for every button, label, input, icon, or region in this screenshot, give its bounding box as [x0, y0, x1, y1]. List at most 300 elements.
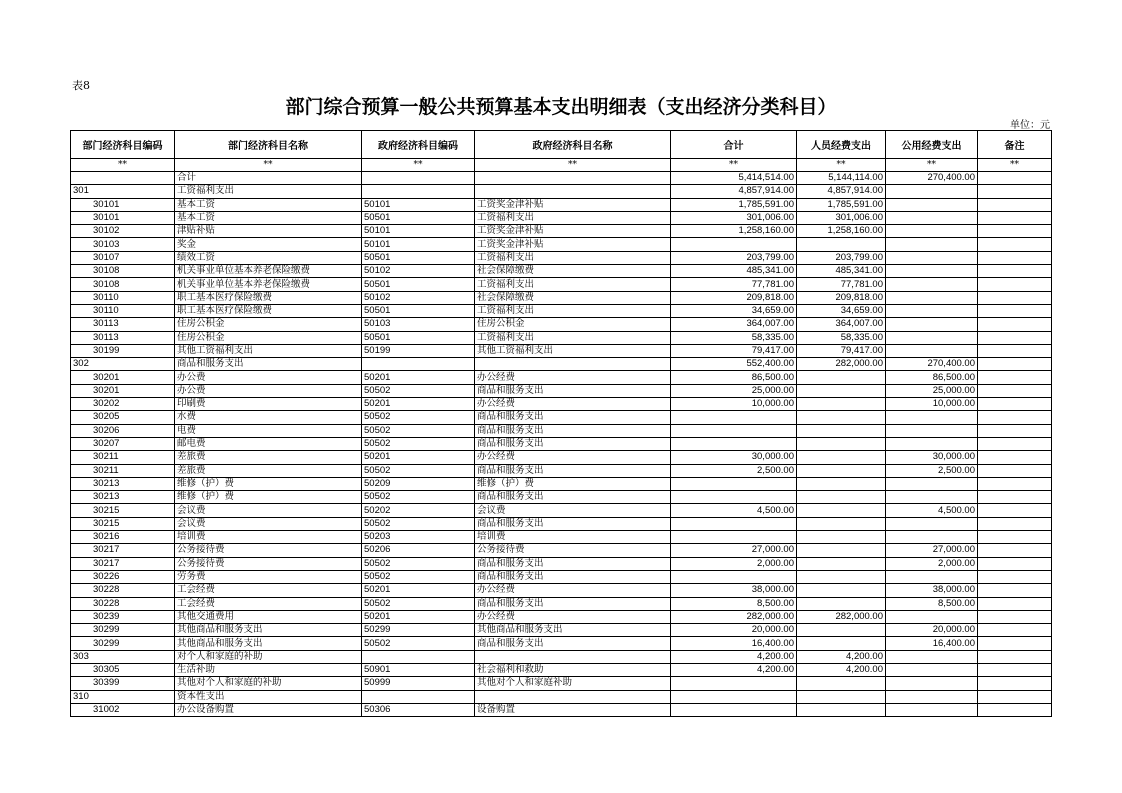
gov-code-cell: 50206 — [362, 544, 475, 557]
dept-name-cell: 绩效工资 — [175, 251, 362, 264]
table-row — [71, 172, 1052, 185]
dept-name-cell: 维修（护）费 — [175, 477, 362, 490]
gov-code-cell: 50199 — [362, 344, 475, 357]
total-cell — [671, 531, 797, 544]
dept-name-cell: 培训费 — [175, 531, 362, 544]
table-body — [71, 159, 1052, 717]
gov-name-cell: 商品和服务支出 — [475, 491, 671, 504]
total-cell: 10,000.00 — [671, 398, 797, 411]
table-row — [71, 291, 1052, 304]
public-cell — [886, 517, 978, 530]
dept-name-cell: 职工基本医疗保险缴费 — [175, 291, 362, 304]
remark-cell — [978, 610, 1052, 623]
table-row — [71, 531, 1052, 544]
table-row — [71, 358, 1052, 371]
total-cell: 203,799.00 — [671, 251, 797, 264]
dept-code-cell: 301 — [71, 185, 175, 198]
stars-cell: ** — [797, 159, 886, 172]
table-row — [71, 650, 1052, 663]
gov-code-cell: 50502 — [362, 557, 475, 570]
gov-code-cell: 50102 — [362, 265, 475, 278]
gov-name-cell — [475, 185, 671, 198]
total-cell — [671, 690, 797, 703]
dept-name-cell: 其他交通费用 — [175, 610, 362, 623]
total-cell — [671, 238, 797, 251]
gov-name-cell: 商品和服务支出 — [475, 437, 671, 450]
table-row — [71, 424, 1052, 437]
public-cell — [886, 185, 978, 198]
dept-code-cell: 30211 — [71, 464, 175, 477]
public-cell — [886, 331, 978, 344]
total-cell: 1,785,591.00 — [671, 198, 797, 211]
public-cell — [886, 424, 978, 437]
dept-name-cell: 印刷费 — [175, 398, 362, 411]
remark-cell — [978, 358, 1052, 371]
gov-code-cell: 50502 — [362, 424, 475, 437]
dept-code-cell: 30101 — [71, 198, 175, 211]
gov-name-cell: 办公经费 — [475, 451, 671, 464]
personnel-cell: 58,335.00 — [797, 331, 886, 344]
table-row — [71, 570, 1052, 583]
dept-code-cell — [71, 172, 175, 185]
public-cell: 25,000.00 — [886, 384, 978, 397]
public-cell: 270,400.00 — [886, 358, 978, 371]
total-cell: 552,400.00 — [671, 358, 797, 371]
table-row — [71, 517, 1052, 530]
dept-code-cell: 303 — [71, 650, 175, 663]
dept-name-cell: 工会经费 — [175, 584, 362, 597]
table-row — [71, 544, 1052, 557]
table-row — [71, 251, 1052, 264]
table-row — [71, 677, 1052, 690]
remark-cell — [978, 531, 1052, 544]
dept-code-cell: 30239 — [71, 610, 175, 623]
gov-name-cell: 工资福利支出 — [475, 251, 671, 264]
gov-code-cell: 50501 — [362, 331, 475, 344]
total-cell: 16,400.00 — [671, 637, 797, 650]
page-title: 部门综合预算一般公共预算基本支出明细表（支出经济分类科目） — [285, 96, 837, 118]
table-row — [71, 703, 1052, 716]
dept-name-cell: 生活补助 — [175, 663, 362, 676]
public-cell — [886, 318, 978, 331]
dept-code-cell: 30206 — [71, 424, 175, 437]
dept-code-cell: 30201 — [71, 371, 175, 384]
personnel-cell — [797, 437, 886, 450]
dept-code-cell: 30102 — [71, 225, 175, 238]
gov-code-cell: 50202 — [362, 504, 475, 517]
table-row — [71, 597, 1052, 610]
table-row — [71, 225, 1052, 238]
gov-name-cell: 商品和服务支出 — [475, 384, 671, 397]
personnel-cell — [797, 557, 886, 570]
dept-code-cell: 30228 — [71, 597, 175, 610]
personnel-cell: 77,781.00 — [797, 278, 886, 291]
total-cell: 38,000.00 — [671, 584, 797, 597]
public-cell — [886, 491, 978, 504]
stars-cell: ** — [886, 159, 978, 172]
total-cell: 79,417.00 — [671, 344, 797, 357]
header-total: 合计 — [671, 131, 797, 159]
total-cell — [671, 491, 797, 504]
dept-name-cell: 电费 — [175, 424, 362, 437]
table-row — [71, 491, 1052, 504]
gov-name-cell: 其他工资福利支出 — [475, 344, 671, 357]
dept-name-cell: 津贴补贴 — [175, 225, 362, 238]
gov-name-cell: 工资奖金津补贴 — [475, 225, 671, 238]
dept-code-cell: 30215 — [71, 504, 175, 517]
public-cell — [886, 531, 978, 544]
gov-name-cell: 商品和服务支出 — [475, 517, 671, 530]
table-row — [71, 331, 1052, 344]
personnel-cell — [797, 504, 886, 517]
dept-code-cell: 30211 — [71, 451, 175, 464]
personnel-cell: 203,799.00 — [797, 251, 886, 264]
gov-code-cell — [362, 185, 475, 198]
remark-cell — [978, 318, 1052, 331]
remark-cell — [978, 251, 1052, 264]
personnel-cell — [797, 531, 886, 544]
gov-name-cell: 工资福利支出 — [475, 211, 671, 224]
stars-cell: ** — [175, 159, 362, 172]
dept-code-cell: 30201 — [71, 384, 175, 397]
gov-name-cell: 工资奖金津补贴 — [475, 238, 671, 251]
public-cell: 4,500.00 — [886, 504, 978, 517]
gov-code-cell: 50502 — [362, 411, 475, 424]
remark-cell — [978, 451, 1052, 464]
personnel-cell: 4,200.00 — [797, 650, 886, 663]
gov-name-cell: 商品和服务支出 — [475, 424, 671, 437]
table-row — [71, 690, 1052, 703]
gov-code-cell: 50502 — [362, 517, 475, 530]
remark-cell — [978, 225, 1052, 238]
personnel-cell: 1,258,160.00 — [797, 225, 886, 238]
public-cell: 270,400.00 — [886, 172, 978, 185]
header-row — [71, 131, 1052, 159]
gov-code-cell: 50502 — [362, 384, 475, 397]
dept-name-cell: 奖金 — [175, 238, 362, 251]
public-cell — [886, 437, 978, 450]
dept-code-cell: 30113 — [71, 331, 175, 344]
stars-cell: ** — [71, 159, 175, 172]
gov-name-cell: 商品和服务支出 — [475, 637, 671, 650]
table-row — [71, 663, 1052, 676]
dept-name-cell: 维修（护）费 — [175, 491, 362, 504]
personnel-cell — [797, 384, 886, 397]
personnel-cell: 282,000.00 — [797, 358, 886, 371]
dept-code-cell: 30215 — [71, 517, 175, 530]
stars-cell: ** — [475, 159, 671, 172]
header-personnel: 人员经费支出 — [797, 131, 886, 159]
dept-name-cell: 住房公积金 — [175, 331, 362, 344]
table-row — [71, 198, 1052, 211]
dept-code-cell: 30216 — [71, 531, 175, 544]
dept-name-cell: 办公费 — [175, 384, 362, 397]
total-cell: 4,200.00 — [671, 663, 797, 676]
table-row — [71, 584, 1052, 597]
gov-name-cell: 培训费 — [475, 531, 671, 544]
personnel-cell: 364,007.00 — [797, 318, 886, 331]
gov-name-cell: 商品和服务支出 — [475, 557, 671, 570]
table-row — [71, 238, 1052, 251]
gov-name-cell: 工资福利支出 — [475, 331, 671, 344]
gov-code-cell: 50501 — [362, 278, 475, 291]
gov-name-cell: 会议费 — [475, 504, 671, 517]
dept-name-cell: 机关事业单位基本养老保险缴费 — [175, 278, 362, 291]
gov-name-cell: 办公经费 — [475, 610, 671, 623]
dept-code-cell: 30113 — [71, 318, 175, 331]
remark-cell — [978, 557, 1052, 570]
document-label: 表8 — [72, 79, 90, 92]
gov-name-cell: 其他商品和服务支出 — [475, 624, 671, 637]
table-row — [71, 504, 1052, 517]
public-cell: 38,000.00 — [886, 584, 978, 597]
dept-code-cell: 30108 — [71, 265, 175, 278]
gov-code-cell: 50103 — [362, 318, 475, 331]
dept-code-cell: 30199 — [71, 344, 175, 357]
total-cell: 27,000.00 — [671, 544, 797, 557]
gov-code-cell: 50306 — [362, 703, 475, 716]
header-gov-code: 政府经济科目编码 — [362, 131, 475, 159]
dept-code-cell: 30207 — [71, 437, 175, 450]
gov-code-cell: 50101 — [362, 225, 475, 238]
total-cell — [671, 677, 797, 690]
public-cell: 16,400.00 — [886, 637, 978, 650]
remark-cell — [978, 504, 1052, 517]
remark-cell — [978, 703, 1052, 716]
gov-name-cell — [475, 690, 671, 703]
remark-cell — [978, 211, 1052, 224]
header-gov-name: 政府经济科目名称 — [475, 131, 671, 159]
gov-name-cell: 住房公积金 — [475, 318, 671, 331]
remark-cell — [978, 677, 1052, 690]
dept-code-cell: 30110 — [71, 304, 175, 317]
header-remark: 备注 — [978, 131, 1052, 159]
dept-code-cell: 31002 — [71, 703, 175, 716]
dept-code-cell: 30299 — [71, 624, 175, 637]
remark-cell — [978, 304, 1052, 317]
public-cell — [886, 663, 978, 676]
remark-cell — [978, 584, 1052, 597]
gov-code-cell — [362, 358, 475, 371]
public-cell — [886, 610, 978, 623]
gov-name-cell: 社会保障缴费 — [475, 291, 671, 304]
public-cell — [886, 411, 978, 424]
gov-code-cell: 50502 — [362, 464, 475, 477]
dept-code-cell: 30299 — [71, 637, 175, 650]
table-row — [71, 464, 1052, 477]
remark-cell — [978, 570, 1052, 583]
gov-code-cell: 50299 — [362, 624, 475, 637]
remark-cell — [978, 172, 1052, 185]
dept-name-cell: 公务接待费 — [175, 557, 362, 570]
total-cell: 34,659.00 — [671, 304, 797, 317]
table-row — [71, 477, 1052, 490]
stars-cell: ** — [978, 159, 1052, 172]
personnel-cell — [797, 597, 886, 610]
table-row — [71, 624, 1052, 637]
table-row — [71, 318, 1052, 331]
total-cell: 2,000.00 — [671, 557, 797, 570]
dept-name-cell: 劳务费 — [175, 570, 362, 583]
remark-cell — [978, 265, 1052, 278]
remark-cell — [978, 238, 1052, 251]
personnel-cell — [797, 703, 886, 716]
personnel-cell: 1,785,591.00 — [797, 198, 886, 211]
dept-code-cell: 30217 — [71, 557, 175, 570]
total-cell — [671, 437, 797, 450]
dept-code-cell: 30399 — [71, 677, 175, 690]
personnel-cell — [797, 238, 886, 251]
dept-name-cell: 邮电费 — [175, 437, 362, 450]
gov-name-cell: 其他对个人和家庭补助 — [475, 677, 671, 690]
personnel-cell: 79,417.00 — [797, 344, 886, 357]
total-cell — [671, 703, 797, 716]
dept-code-cell: 30108 — [71, 278, 175, 291]
personnel-cell — [797, 464, 886, 477]
public-cell — [886, 225, 978, 238]
table-row — [71, 411, 1052, 424]
dept-name-cell: 基本工资 — [175, 211, 362, 224]
public-cell: 2,500.00 — [886, 464, 978, 477]
total-cell: 25,000.00 — [671, 384, 797, 397]
gov-name-cell: 维修（护）费 — [475, 477, 671, 490]
gov-code-cell: 50201 — [362, 610, 475, 623]
gov-name-cell: 办公经费 — [475, 371, 671, 384]
personnel-cell — [797, 637, 886, 650]
gov-name-cell: 办公经费 — [475, 398, 671, 411]
remark-cell — [978, 278, 1052, 291]
gov-code-cell: 50501 — [362, 251, 475, 264]
remark-cell — [978, 291, 1052, 304]
header-dept-name: 部门经济科目名称 — [175, 131, 362, 159]
gov-code-cell — [362, 172, 475, 185]
gov-name-cell: 公务接待费 — [475, 544, 671, 557]
personnel-cell: 301,006.00 — [797, 211, 886, 224]
remark-cell — [978, 517, 1052, 530]
gov-code-cell: 50501 — [362, 211, 475, 224]
table-row — [71, 278, 1052, 291]
dept-code-cell: 30110 — [71, 291, 175, 304]
public-cell — [886, 703, 978, 716]
stars-cell: ** — [362, 159, 475, 172]
table-row — [71, 211, 1052, 224]
public-cell — [886, 198, 978, 211]
personnel-cell — [797, 570, 886, 583]
personnel-cell: 5,144,114.00 — [797, 172, 886, 185]
remark-cell — [978, 411, 1052, 424]
gov-code-cell: 50999 — [362, 677, 475, 690]
total-cell: 485,341.00 — [671, 265, 797, 278]
dept-code-cell: 30101 — [71, 211, 175, 224]
public-cell — [886, 690, 978, 703]
table-row — [71, 344, 1052, 357]
gov-name-cell: 社会保障缴费 — [475, 265, 671, 278]
dept-name-cell: 住房公积金 — [175, 318, 362, 331]
public-cell — [886, 304, 978, 317]
dept-name-cell: 对个人和家庭的补助 — [175, 650, 362, 663]
dept-code-cell: 30217 — [71, 544, 175, 557]
dept-code-cell: 30228 — [71, 584, 175, 597]
public-cell: 30,000.00 — [886, 451, 978, 464]
table-row — [71, 437, 1052, 450]
public-cell — [886, 677, 978, 690]
table-row — [71, 610, 1052, 623]
total-cell: 301,006.00 — [671, 211, 797, 224]
gov-code-cell: 50502 — [362, 570, 475, 583]
dept-code-cell: 30213 — [71, 491, 175, 504]
dept-code-cell: 30103 — [71, 238, 175, 251]
public-cell: 20,000.00 — [886, 624, 978, 637]
dept-code-cell: 310 — [71, 690, 175, 703]
unit-label: 单位：元 — [1010, 120, 1050, 131]
stars-cell: ** — [671, 159, 797, 172]
total-cell — [671, 411, 797, 424]
public-cell — [886, 251, 978, 264]
remark-cell — [978, 384, 1052, 397]
remark-cell — [978, 344, 1052, 357]
gov-name-cell: 商品和服务支出 — [475, 570, 671, 583]
total-cell: 58,335.00 — [671, 331, 797, 344]
public-cell — [886, 477, 978, 490]
public-cell: 27,000.00 — [886, 544, 978, 557]
dept-name-cell: 水费 — [175, 411, 362, 424]
total-cell: 86,500.00 — [671, 371, 797, 384]
total-cell — [671, 517, 797, 530]
remark-cell — [978, 437, 1052, 450]
gov-code-cell: 50201 — [362, 451, 475, 464]
table-row — [71, 304, 1052, 317]
remark-cell — [978, 371, 1052, 384]
table-row — [71, 185, 1052, 198]
public-cell: 2,000.00 — [886, 557, 978, 570]
gov-name-cell: 工资奖金津补贴 — [475, 198, 671, 211]
table-row — [71, 384, 1052, 397]
personnel-cell — [797, 411, 886, 424]
dept-name-cell: 其他工资福利支出 — [175, 344, 362, 357]
remark-cell — [978, 331, 1052, 344]
gov-code-cell: 50201 — [362, 584, 475, 597]
remark-cell — [978, 624, 1052, 637]
personnel-cell — [797, 544, 886, 557]
remark-cell — [978, 597, 1052, 610]
remark-cell — [978, 690, 1052, 703]
gov-name-cell: 办公经费 — [475, 584, 671, 597]
total-cell: 1,258,160.00 — [671, 225, 797, 238]
gov-name-cell: 商品和服务支出 — [475, 464, 671, 477]
personnel-cell: 282,000.00 — [797, 610, 886, 623]
dept-code-cell: 30202 — [71, 398, 175, 411]
gov-code-cell — [362, 690, 475, 703]
dept-name-cell: 机关事业单位基本养老保险缴费 — [175, 265, 362, 278]
dept-name-cell: 会议费 — [175, 517, 362, 530]
dept-name-cell: 工会经费 — [175, 597, 362, 610]
total-cell: 2,500.00 — [671, 464, 797, 477]
dept-name-cell: 职工基本医疗保险缴费 — [175, 304, 362, 317]
dept-name-cell: 基本工资 — [175, 198, 362, 211]
dept-name-cell: 会议费 — [175, 504, 362, 517]
personnel-cell — [797, 398, 886, 411]
table-row — [71, 265, 1052, 278]
header-public: 公用经费支出 — [886, 131, 978, 159]
personnel-cell — [797, 424, 886, 437]
total-cell — [671, 477, 797, 490]
public-cell — [886, 238, 978, 251]
dept-name-cell: 合计 — [175, 172, 362, 185]
remark-cell — [978, 398, 1052, 411]
total-cell: 364,007.00 — [671, 318, 797, 331]
dept-code-cell: 30205 — [71, 411, 175, 424]
public-cell — [886, 570, 978, 583]
